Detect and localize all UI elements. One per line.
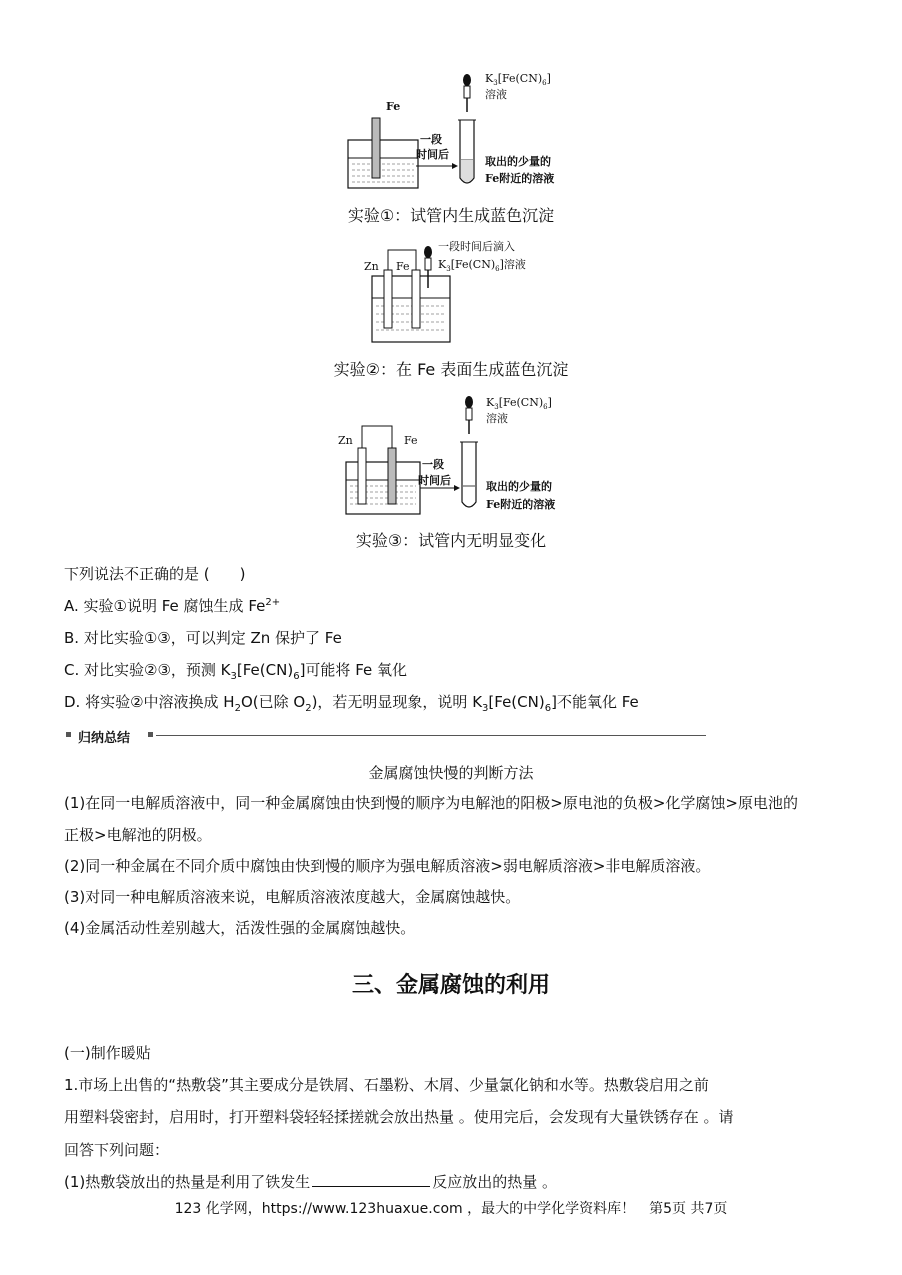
sample-text-1: 取出的少量的 bbox=[486, 480, 552, 493]
beaker bbox=[348, 140, 418, 188]
fe-electrode bbox=[412, 270, 420, 328]
experiment-3-figure bbox=[336, 392, 576, 520]
paragraph-line-2: 用塑料袋密封，启用时，打开塑料袋轻轻揉搓就会放出热量 。使用完后，会发现有大量铁锈存在 。请 bbox=[64, 1108, 734, 1126]
summary-heading: 归纳总结 bbox=[78, 731, 131, 746]
dropper bbox=[424, 246, 432, 288]
experiment-3-caption: 实验③：试管内无明显变化 bbox=[355, 531, 547, 550]
summary-item-2: (2)同一种金属在不同介质中腐蚀由快到慢的顺序为强电解质溶液>弱电解质溶液>非电解质溶液。 bbox=[64, 857, 711, 875]
note-text-2: $K_3[Fe(CN)_6]$溶液 bbox=[438, 258, 526, 273]
zn-label: Zn bbox=[338, 434, 353, 447]
section-subheading: (一)制作暖贴 bbox=[64, 1044, 151, 1062]
experiment-2-caption: 实验②：在 Fe 表面生成蓝色沉淀 bbox=[333, 360, 569, 379]
paragraph-line-3: 回答下列问题： bbox=[64, 1141, 170, 1159]
bullet-icon bbox=[148, 732, 153, 737]
experiment-1-caption: 实验①：试管内生成蓝色沉淀 bbox=[347, 206, 555, 225]
solution-label: 溶液 bbox=[485, 88, 507, 101]
question-1: (1)热敷袋放出的热量是利用了铁发生 反应放出的热量 。 bbox=[64, 1173, 558, 1191]
fe-label: Fe bbox=[396, 260, 410, 273]
reagent-label: $K_3[Fe(CN)_6]$ bbox=[486, 396, 552, 411]
option-b: B. 对比实验①③，可以判定 Zn 保护了 Fe bbox=[64, 629, 342, 647]
fe-label: Fe bbox=[404, 434, 418, 447]
sample-text-2: Fe附近的溶液 bbox=[486, 498, 556, 511]
test-tube bbox=[460, 442, 478, 507]
bullet-icon bbox=[66, 732, 71, 737]
fe-electrode bbox=[388, 448, 396, 504]
arrow-text-2: 时间后 bbox=[418, 474, 451, 487]
page-footer: 123 化学网，https://www.123huaxue.com ，最大的中学化学资料库！ 第5页 共7页 bbox=[174, 1201, 728, 1217]
option-d: D. 将实验②中溶液换成 $H_2O$(已除 $O_2$)，若无明显现象，说明 $K_3[Fe(CN)_6]$不能氧化 Fe bbox=[64, 693, 639, 714]
sample-text-2: Fe附近的溶液 bbox=[485, 172, 555, 185]
zn-label: Zn bbox=[364, 260, 379, 273]
wire bbox=[362, 426, 392, 448]
section-title: 三、金属腐蚀的利用 bbox=[351, 972, 550, 998]
dropper bbox=[463, 74, 471, 112]
summary-item-1-line-1: (1)在同一电解质溶液中，同一种金属腐蚀由快到慢的顺序为电解池的阳极>原电池的负极>化学腐蚀>原电池的 bbox=[64, 794, 798, 812]
divider bbox=[156, 735, 706, 736]
option-a: A. 实验①说明 Fe 腐蚀生成 $Fe^{2+}$ bbox=[64, 597, 281, 615]
fe-electrode bbox=[372, 118, 380, 178]
note-text-1: 一段时间后滴入 bbox=[438, 240, 515, 253]
question-stem: 下列说法不正确的是 ( ) bbox=[64, 565, 246, 583]
paragraph-line-1: 1.市场上出售的“热敷袋”其主要成分是铁屑、石墨粉、木屑、少量氯化钠和水等。热敷袋启用之前 bbox=[64, 1076, 709, 1094]
zn-electrode bbox=[384, 270, 392, 328]
experiment-2-figure bbox=[362, 238, 562, 346]
test-tube bbox=[458, 120, 476, 183]
arrow-text-1: 一段 bbox=[420, 133, 442, 146]
summary-item-1-line-2: 正极>电解池的阴极。 bbox=[64, 826, 212, 844]
option-c: C. 对比实验②③，预测 $K_3[Fe(CN)_6]$可能将 Fe 氧化 bbox=[64, 661, 407, 682]
solution-label: 溶液 bbox=[486, 412, 508, 425]
summary-header bbox=[64, 727, 704, 746]
experiment-1-figure bbox=[340, 70, 580, 195]
dropper bbox=[465, 396, 473, 434]
summary-item-3: (3)对同一种电解质溶液来说，电解质溶液浓度越大，金属腐蚀越快。 bbox=[64, 888, 521, 906]
reagent-label: $K_3[Fe(CN)_6]$ bbox=[485, 72, 551, 87]
fe-label: Fe bbox=[386, 100, 401, 113]
beaker bbox=[346, 462, 420, 514]
arrow-text-1: 一段 bbox=[422, 458, 444, 471]
zn-electrode bbox=[358, 448, 366, 504]
summary-item-4: (4)金属活动性差别越大，活泼性强的金属腐蚀越快。 bbox=[64, 919, 416, 937]
summary-title: 金属腐蚀快慢的判断方法 bbox=[368, 764, 534, 782]
sample-text-1: 取出的少量的 bbox=[485, 155, 551, 168]
answer-blank[interactable] bbox=[312, 1172, 430, 1187]
arrow-text-2: 时间后 bbox=[416, 148, 449, 161]
